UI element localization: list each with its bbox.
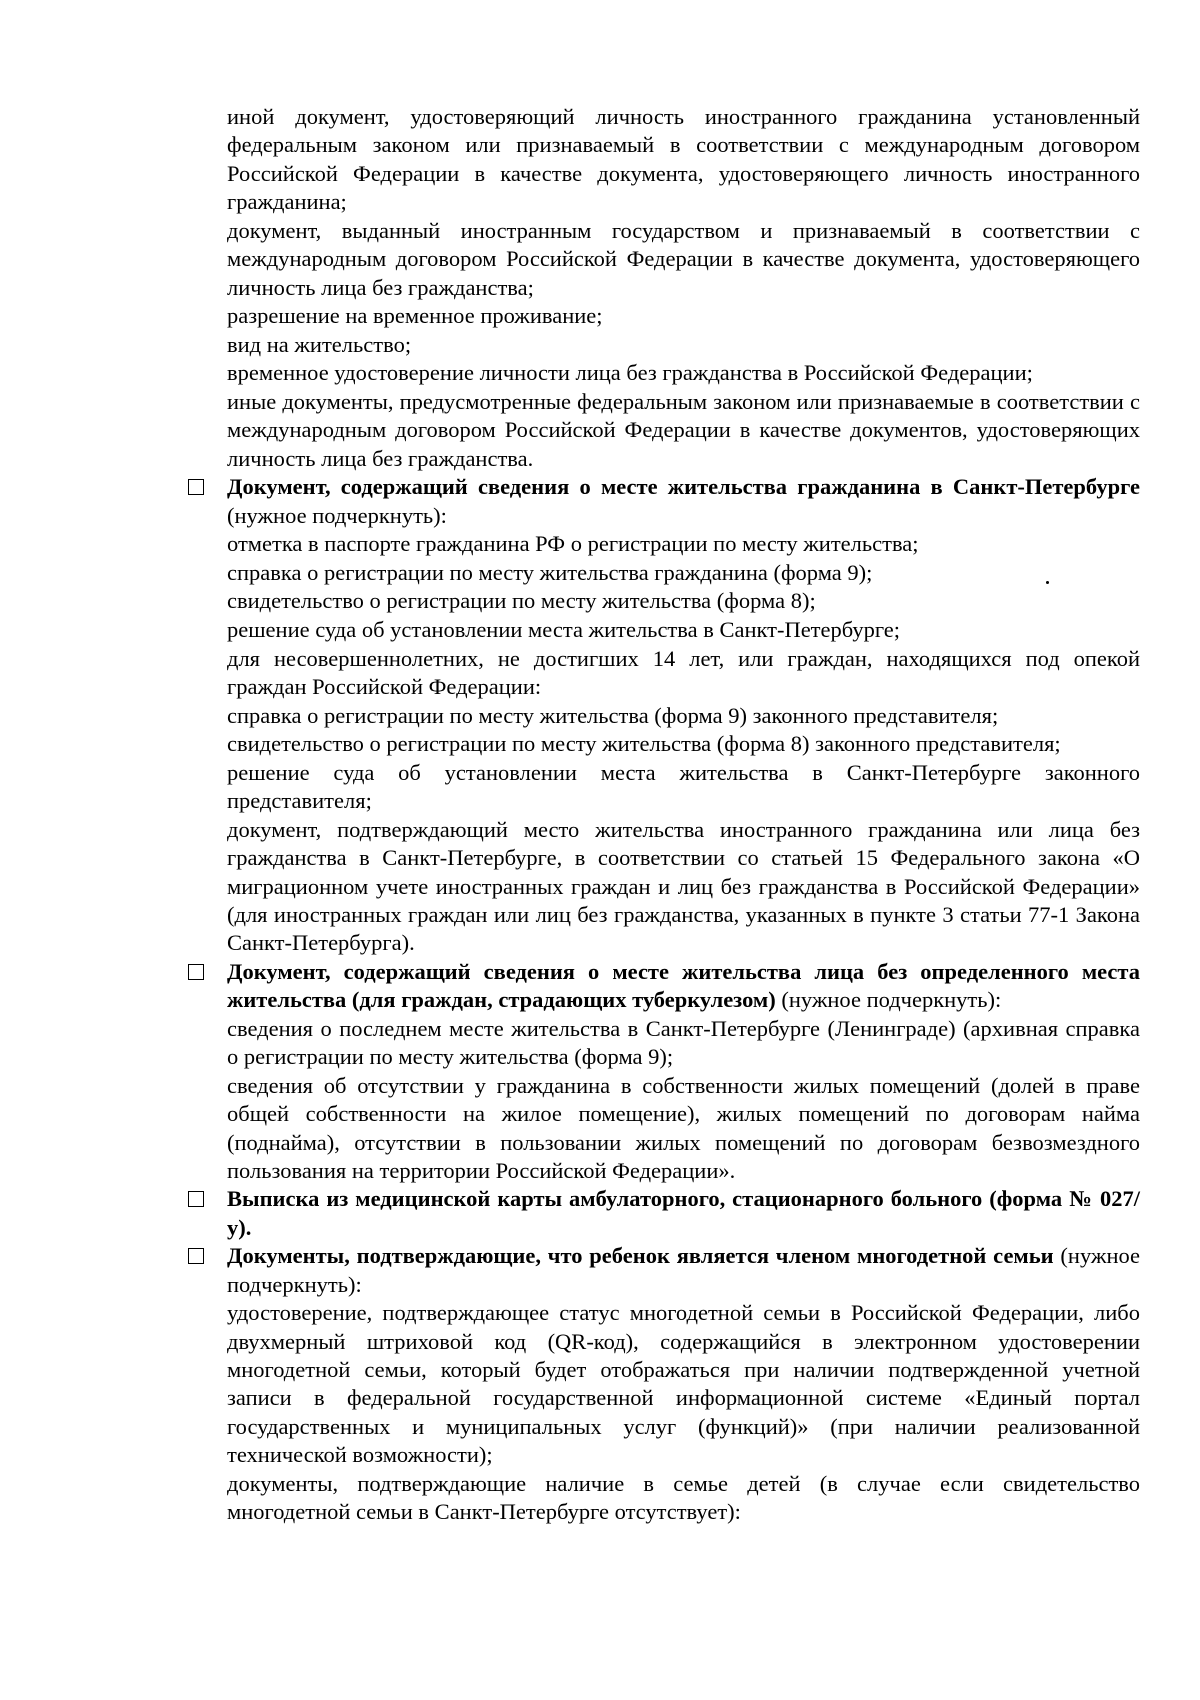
section-checkbox[interactable]	[188, 964, 204, 980]
section-residence-citizen	[227, 473, 1140, 958]
section-heading	[227, 473, 1140, 530]
list-item: разрешение на временное проживание;	[227, 303, 603, 329]
section-heading-tail: (нужное подчеркнуть):	[227, 1243, 1141, 1297]
list-item: решение суда об установлении места жительства в Санкт-Петербурге;	[227, 617, 901, 642]
section-checkbox[interactable]	[188, 1248, 204, 1264]
section-large-family	[227, 1242, 1140, 1526]
section-medical-extract	[227, 1185, 1140, 1242]
list-item: для несовершеннолетних, не достигших 14 лет, или граждан, находящихся под опекой граждан Российской Федерации:	[227, 645, 1140, 699]
section-residence-homeless	[227, 958, 1140, 1186]
list-item: документ, подтверждающий место жительства иностранного гражданина или лица без гражданства в Санкт-Петербурге, в соответствии со статьей 15 Федерального закона «О миграционном учете иностранных граждан и лиц без гражданства в Российской Федерации» (для иностранных граждан или лиц без гражданства, указанных в пункте 3 статьи 77-1 Закона Санкт-Петербурга).	[227, 816, 1140, 956]
list-item: отметка в паспорте гражданина РФ о регистрации по месту жительства;	[227, 531, 919, 557]
section-heading-tail: (нужное подчеркнуть):	[227, 502, 447, 528]
list-item: удостоверение, подтверждающее статус многодетной семьи в Российской Федерации, либо двухмерный штриховой код (QR-код), содержащийся в электронном удостоверении многодетной семьи, который будет отображаться при наличии подтвержденной учетной записи в федеральной государственной информационной системе «Единый портал государственных и муниципальных услуг (функций)» (при наличии реализованной технической возможности);	[227, 1300, 1140, 1468]
section-heading-bold: Выписка из медицинской карты амбулаторного, стационарного больного (форма № 027/у).	[227, 1186, 1140, 1240]
section-heading	[227, 1242, 1140, 1299]
document-page	[227, 103, 1140, 1527]
section-heading	[227, 1185, 1140, 1242]
list-item: документ, выданный иностранным государством и признаваемый в соответствии с международным договором Российской Федерации в качестве документа, удостоверяющего личность лица без гражданства;	[227, 217, 1140, 300]
list-item: документы, подтверждающие наличие в семье детей (в случае если свидетельство многодетной семьи в Санкт-Петербурге отсутствует):	[227, 1470, 1140, 1525]
list-item: справка о регистрации по месту жительства гражданина (форма 9);	[227, 559, 873, 585]
section-checkbox[interactable]	[188, 1191, 204, 1207]
list-item: временное удостоверение личности лица без гражданства в Российской Федерации;	[227, 360, 1033, 386]
list-item: свидетельство о регистрации по месту жительства (форма 8) законного представителя;	[227, 731, 1061, 757]
section-heading	[227, 958, 1140, 1015]
list-item: сведения о последнем месте жительства в Санкт-Петербурге (Ленинграде) (архивная справка о регистрации по месту жительства (форма 9);	[227, 1015, 1140, 1070]
section-checkbox[interactable]	[188, 479, 204, 495]
section-heading-tail: (нужное подчеркнуть):	[775, 987, 1002, 1013]
list-item: сведения об отсутствии у гражданина в собственности жилых помещений (долей в праве общей собственности на жилое помещение), жилых помещений по договорам найма (поднайма), отсутствии в пользовании жилых помещений по договорам безвозмездного пользования на территории Российской Федерации».	[227, 1072, 1140, 1184]
section-heading-bold: Документы, подтверждающие, что ребенок является членом многодетной семьи	[227, 1243, 1054, 1269]
scan-speck	[1046, 581, 1049, 584]
section-heading-bold: Документ, содержащий сведения о месте жительства лица без определенного места жительства (для граждан, страдающих туберкулезом)	[227, 958, 1140, 1013]
intro-list	[227, 103, 1140, 473]
list-item: решение суда об установлении места жительства в Санкт-Петербурге законного представителя;	[227, 759, 1140, 814]
list-item: справка о регистрации по месту жительства (форма 9) законного представителя;	[227, 702, 999, 728]
list-item: свидетельство о регистрации по месту жительства (форма 8);	[227, 588, 816, 614]
list-item: иные документы, предусмотренные федеральным законом или признаваемые в соответствии с международным договором Российской Федерации в качестве документов, удостоверяющих личность лица без гражданства.	[227, 389, 1140, 471]
list-item: вид на жительство;	[227, 331, 412, 357]
list-item: иной документ, удостоверяющий личность иностранного гражданина установленный федеральным законом или признаваемый в соответствии с международным договором Российской Федерации в качестве документа, удостоверяющего личность иностранного гражданина;	[227, 104, 1140, 215]
section-heading-bold: Документ, содержащий сведения о месте жительства гражданина в Санкт-Петербурге	[227, 474, 1140, 500]
